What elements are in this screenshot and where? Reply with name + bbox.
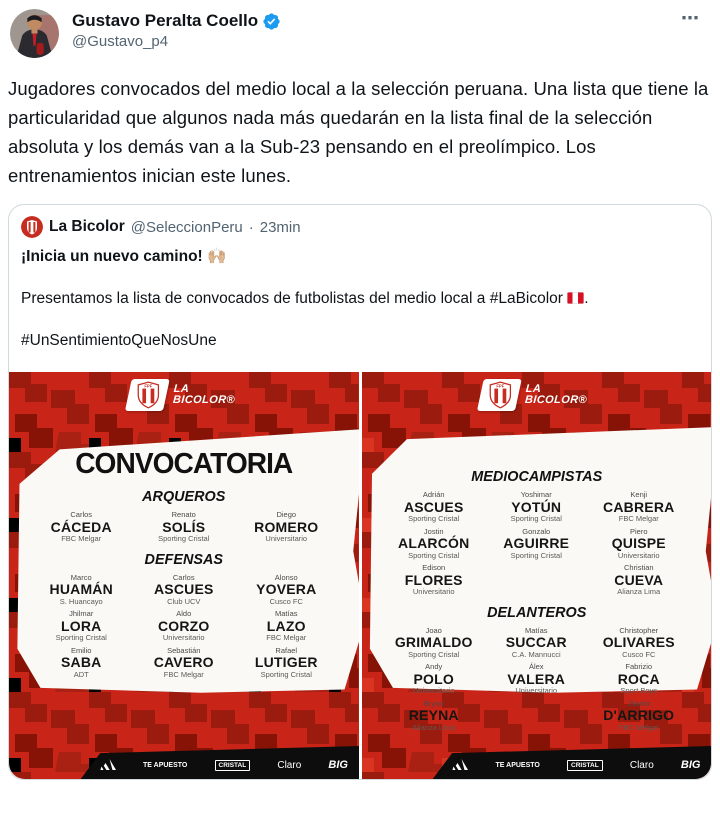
player-club: Universitario xyxy=(412,587,455,596)
player-last-name: VALERA xyxy=(507,670,566,687)
adidas-icon xyxy=(100,759,116,770)
quoted-tweet-images xyxy=(9,372,711,779)
verified-badge-icon xyxy=(262,12,281,31)
player-cell xyxy=(382,491,485,523)
quoted-tweet-header xyxy=(9,205,711,240)
player-cell xyxy=(485,528,588,560)
player-first-name: Aldo xyxy=(176,609,192,618)
player-first-name: Matías xyxy=(524,625,548,635)
section-heading: DELANTEROS xyxy=(486,603,586,621)
player-cell xyxy=(132,610,235,642)
player-last-name: ROCA xyxy=(617,670,660,687)
player-cell xyxy=(382,627,485,659)
player-row xyxy=(30,610,338,642)
player-last-name: ASCUES xyxy=(153,581,214,597)
player-cell xyxy=(588,627,691,659)
sponsor-te-apuesto-logo: TE APUESTO xyxy=(143,761,188,769)
card-sections xyxy=(362,372,712,731)
sponsor-claro-logo: Claro xyxy=(629,759,654,771)
player-first-name: Matías xyxy=(275,609,298,618)
player-last-name: REYNA xyxy=(408,707,459,723)
player-first-name: Sebastián xyxy=(167,645,201,655)
player-cell xyxy=(132,511,235,543)
player-club: Cusco FC xyxy=(269,596,303,606)
section-heading: ARQUEROS xyxy=(142,488,226,505)
player-last-name: YOVERA xyxy=(256,581,317,597)
player-first-name: Jhamir xyxy=(627,698,651,708)
player-first-name: Gonzalo xyxy=(522,526,551,536)
sponsor-claro-logo: Claro xyxy=(277,759,302,771)
player-last-name: GRIMALDO xyxy=(394,634,473,650)
player-cell xyxy=(132,574,235,606)
quoted-tweet-card[interactable] xyxy=(8,204,712,780)
player-club: FBC Melgar xyxy=(163,669,204,679)
author-name[interactable]: Gustavo Peralta Coello xyxy=(72,11,259,30)
player-last-name: CÁCEDA xyxy=(50,518,112,535)
player-cell xyxy=(588,700,691,732)
player-last-name: CAVERO xyxy=(153,654,214,670)
player-first-name: Renato xyxy=(171,510,196,519)
sponsor-logos xyxy=(100,754,348,776)
quoted-meta-separator: · xyxy=(248,218,254,236)
player-first-name: Joao xyxy=(425,625,442,635)
player-row xyxy=(382,663,690,695)
player-last-name: OLIVARES xyxy=(602,634,675,650)
player-club: Universitario xyxy=(265,534,308,543)
player-last-name: ROMERO xyxy=(254,518,319,535)
player-club: Universitario xyxy=(162,633,205,642)
quoted-timestamp: 23min xyxy=(259,218,301,236)
la-bicolor-badge xyxy=(481,379,588,411)
player-first-name: Jhilmar xyxy=(69,609,94,618)
player-first-name: Piero xyxy=(630,526,648,536)
player-last-name: ASCUES xyxy=(403,498,464,515)
sponsor-adidas-logo xyxy=(452,759,468,772)
player-cell xyxy=(30,511,133,543)
player-cell xyxy=(132,647,235,679)
la-bicolor-badge xyxy=(128,379,235,411)
card-content-right xyxy=(362,372,712,779)
player-club: Sporting Cristal xyxy=(408,550,460,560)
player-cell xyxy=(30,574,133,606)
player-club: S. Huancayo xyxy=(59,596,103,606)
player-club: Sporting Cristal xyxy=(408,514,460,523)
sponsor-cristal-logo: CRISTAL xyxy=(567,760,603,771)
player-last-name: SOLÍS xyxy=(162,518,206,535)
player-club: Alianza Lima xyxy=(617,587,661,596)
player-club: Sporting Cristal xyxy=(55,633,107,642)
player-last-name: HUAMÁN xyxy=(49,581,113,597)
player-row xyxy=(382,528,690,560)
player-last-name: QUISPE xyxy=(611,535,666,551)
player-club: Cusco FC xyxy=(622,649,656,659)
player-club: ADT xyxy=(73,669,89,679)
convocatoria-image-left[interactable] xyxy=(9,372,359,779)
player-last-name: D'ARRIGO xyxy=(603,707,675,723)
player-last-name: SABA xyxy=(60,654,102,670)
player-last-name: YOTÚN xyxy=(511,498,562,515)
quoted-author-avatar[interactable] xyxy=(21,216,43,238)
player-row xyxy=(30,647,338,679)
fpf-crest xyxy=(125,379,170,411)
player-first-name: Marco xyxy=(70,572,92,582)
player-first-name: Christian xyxy=(623,563,654,572)
sponsor-adidas-logo xyxy=(100,759,116,772)
player-first-name: Fabrizio xyxy=(625,662,653,671)
sponsor-te-apuesto-logo: TE APUESTO xyxy=(495,761,540,769)
player-first-name: Adrián xyxy=(422,490,445,499)
player-first-name: Alonso xyxy=(274,572,298,582)
player-first-name: Andy xyxy=(425,662,443,671)
player-cell xyxy=(382,528,485,560)
quoted-text-line1: ¡Inicia un nuevo camino! 🙌🏼 xyxy=(21,248,227,265)
player-last-name: LORA xyxy=(60,617,102,634)
player-last-name: CABRERA xyxy=(603,498,675,515)
player-club: Sporting Cristal xyxy=(260,669,312,679)
adidas-icon xyxy=(452,759,468,770)
player-club: C.A. Mannucci xyxy=(511,649,561,659)
player-cell xyxy=(235,610,338,642)
section-heading: DEFENSAS xyxy=(144,550,223,568)
player-cell xyxy=(485,627,588,659)
player-cell xyxy=(588,491,691,523)
player-cell xyxy=(30,647,133,679)
player-cell xyxy=(485,663,588,695)
author-avatar[interactable] xyxy=(10,9,59,58)
author-handle[interactable]: @Gustavo_p4 xyxy=(72,33,169,50)
more-button[interactable]: ⋯ xyxy=(681,8,700,28)
player-cell xyxy=(588,564,691,596)
quoted-tweet-text xyxy=(9,240,711,351)
player-cell-empty xyxy=(485,700,588,732)
player-row xyxy=(30,511,338,543)
player-cell xyxy=(382,700,485,732)
player-last-name: CUEVA xyxy=(614,571,664,588)
player-last-name: AGUIRRE xyxy=(503,535,570,551)
player-cell xyxy=(588,663,691,695)
player-club: FBC Melgar xyxy=(266,633,307,642)
player-club: Club UCV xyxy=(167,596,201,606)
quoted-text-line3: #UnSentimientoQueNosUne xyxy=(21,332,217,349)
player-club: FBC Melgar xyxy=(61,534,102,543)
player-club: Sporting Cristal xyxy=(510,550,562,560)
tweet-header xyxy=(0,0,720,62)
player-cell xyxy=(30,610,133,642)
player-cell xyxy=(382,564,485,596)
quoted-author-name[interactable]: La Bicolor xyxy=(49,218,125,235)
player-first-name: Edison xyxy=(422,563,446,572)
la-bicolor-wordmark: LA BICOLOR® xyxy=(172,383,236,406)
player-first-name: Christopher xyxy=(619,625,659,635)
player-first-name: Yoshimar xyxy=(520,490,552,499)
player-first-name: Emilio xyxy=(71,645,92,655)
player-first-name: Bryan xyxy=(423,698,444,708)
player-club: Sport Boys xyxy=(620,686,658,695)
fpf-crest xyxy=(477,379,522,411)
player-last-name: POLO xyxy=(413,670,454,687)
player-first-name: Rafael xyxy=(275,645,298,655)
player-club: Universitario xyxy=(617,550,660,560)
player-last-name: SUCCAR xyxy=(505,634,567,650)
player-row xyxy=(30,574,338,606)
player-first-name: Álex xyxy=(528,662,544,671)
player-last-name: CORZO xyxy=(157,617,210,634)
player-club: Universitario xyxy=(515,686,558,695)
fpf-shield-icon xyxy=(137,381,159,409)
player-club: Sporting Cristal xyxy=(510,514,562,523)
player-club: Sporting Cristal xyxy=(408,649,460,659)
player-cell xyxy=(235,574,338,606)
fpf-avatar-image xyxy=(21,216,43,238)
player-club: Universitario xyxy=(412,686,455,695)
player-cell xyxy=(588,528,691,560)
player-first-name: Kenji xyxy=(630,490,648,499)
section-heading: MEDIOCAMPISTAS xyxy=(470,468,602,485)
player-row xyxy=(382,491,690,523)
sponsor-cristal-logo: CRISTAL xyxy=(215,760,251,771)
player-last-name: LAZO xyxy=(266,617,306,634)
player-cell xyxy=(485,491,588,523)
card-sections xyxy=(9,488,359,678)
sponsor-big-logo: BIG xyxy=(328,759,348,771)
player-cell xyxy=(235,511,338,543)
player-first-name: Jostin xyxy=(423,526,444,536)
svg-text:FPF: FPF xyxy=(496,383,505,389)
player-row xyxy=(382,564,690,596)
peru-flag-icon xyxy=(567,292,584,304)
player-club: FBC Melgar xyxy=(618,722,659,732)
player-club: FBC Melgar xyxy=(618,514,659,523)
player-row xyxy=(382,700,690,732)
player-row xyxy=(382,627,690,659)
player-last-name: ALARCÓN xyxy=(398,535,470,551)
svg-text:FPF: FPF xyxy=(144,383,153,389)
player-cell xyxy=(382,663,485,695)
player-first-name: Carlos xyxy=(172,572,195,582)
player-first-name: Carlos xyxy=(70,510,93,519)
player-cell-empty xyxy=(485,564,588,596)
player-last-name: FLORES xyxy=(404,571,463,588)
player-last-name: LUTIGER xyxy=(254,654,318,670)
convocatoria-image-right[interactable] xyxy=(362,372,712,779)
card-content-left xyxy=(9,372,359,779)
player-cell xyxy=(235,647,338,679)
player-first-name: Diego xyxy=(276,510,297,519)
sponsor-logos xyxy=(452,754,700,776)
player-club: Sporting Cristal xyxy=(158,534,210,543)
quoted-author-handle[interactable]: @SeleccionPeru xyxy=(130,218,243,236)
author-block xyxy=(72,9,677,52)
player-club: Alianza Lima xyxy=(412,722,456,732)
quoted-text-line2: Presentamos la lista de convocados de futbolistas del medio local a #LaBicolor . xyxy=(21,290,589,307)
convocatoria-title: CONVOCATORIA xyxy=(75,448,293,480)
sponsor-big-logo: BIG xyxy=(680,759,701,771)
fpf-shield-icon xyxy=(490,381,512,409)
la-bicolor-wordmark: LA BICOLOR® xyxy=(524,383,588,406)
author-avatar-image xyxy=(10,9,59,58)
tweet-text: Jugadores convocados del medio local a la selección peruana. Una lista que tiene la particularidad que algunos nada más quedarán en la lista final de la selección absoluta y los demás van a la Sub-23 pensando en el preolímpico. Los entrenamientos inician este lunes. xyxy=(8,78,709,186)
